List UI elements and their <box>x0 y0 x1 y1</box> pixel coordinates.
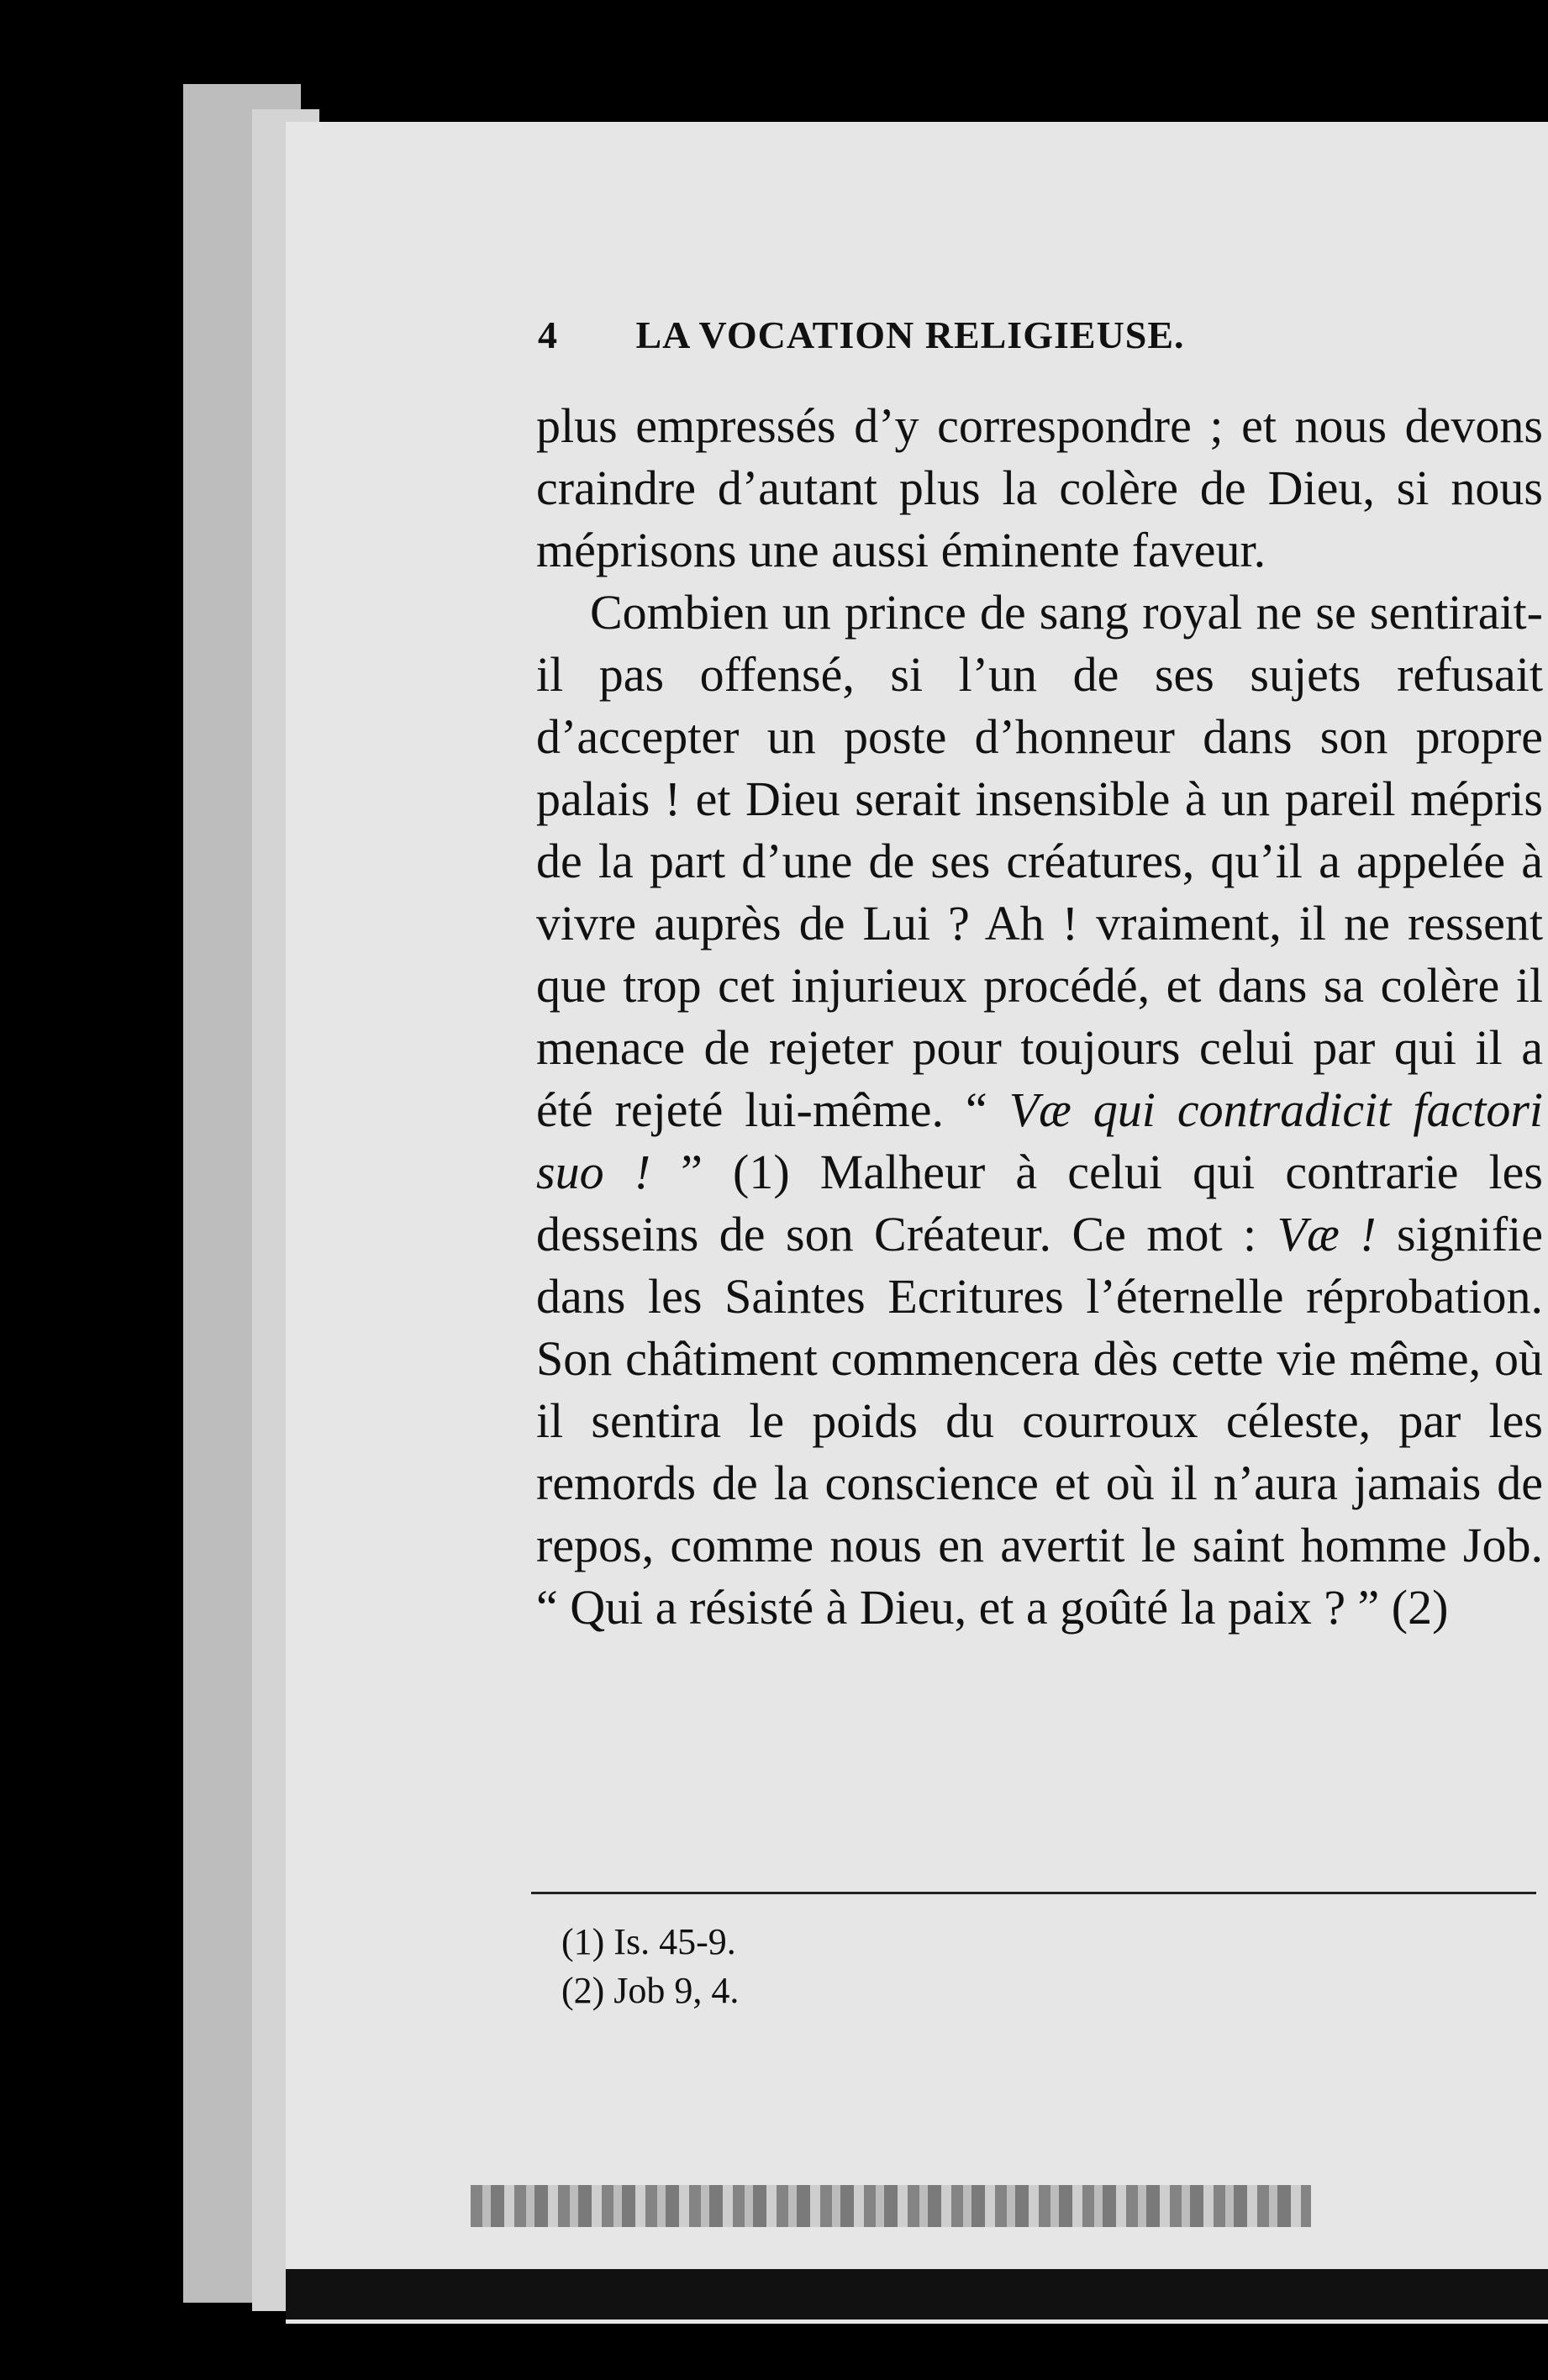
running-header <box>538 313 1185 357</box>
text-segment: Combien un prince de sang royal ne se sentirait-il pas offensé, si l’un de ses sujets refusait d’accepter un poste d’honneur dans son propre palais ! et Dieu serait insensible à un pareil mépris de la part d’une de ses créatures, qu’il a appelée à vivre auprès de Lui ? Ah ! vraiment, il ne ressent que trop cet injurieux procédé, et dans sa colère il menace de rejeter pour toujours celui par qui il a été rejeté lui-même. “ <box>536 585 1543 1137</box>
running-title: LA VOCATION RELIGIEUSE. <box>635 313 1185 356</box>
text-segment: plus empressés d’y correspondre ; et nous devons craindre d’autant plus la colère de Dieu, si nous méprisons une aussi éminente faveur. <box>536 398 1543 577</box>
bleed-through-smudge <box>471 2185 1311 2227</box>
footnote-1: (1) Is. 45-9. <box>561 1921 736 1962</box>
body-text <box>536 395 1543 1639</box>
latin-quote: Væ qui contradicit factori suo ! <box>536 1082 1543 1199</box>
footnotes <box>561 1918 739 2015</box>
page-number: 4 <box>538 313 558 356</box>
footnote-divider <box>531 1892 1536 1894</box>
text-segment: ” (1) Malheur à celui qui contrarie les desseins de son Créateur. Ce mot : <box>536 1145 1543 1261</box>
text-segment: signifie dans les Saintes Ecritures l’éternelle réprobation. Son châtiment commencera dès cette vie même, où il sentira le poids du courroux céleste, par les remords de la conscience et où il n’aura jamais de repos, comme nous en avertit le saint homme Job. “ Qui a résisté à Dieu, et a goûté la paix ? ” (2) <box>536 1207 1543 1635</box>
paragraph <box>536 582 1543 1639</box>
paragraph <box>536 395 1543 582</box>
footnote-2: (2) Job 9, 4. <box>561 1970 740 2011</box>
latin-quote: Væ ! <box>1277 1207 1377 1261</box>
scan-bottom-band <box>286 2269 1548 2319</box>
